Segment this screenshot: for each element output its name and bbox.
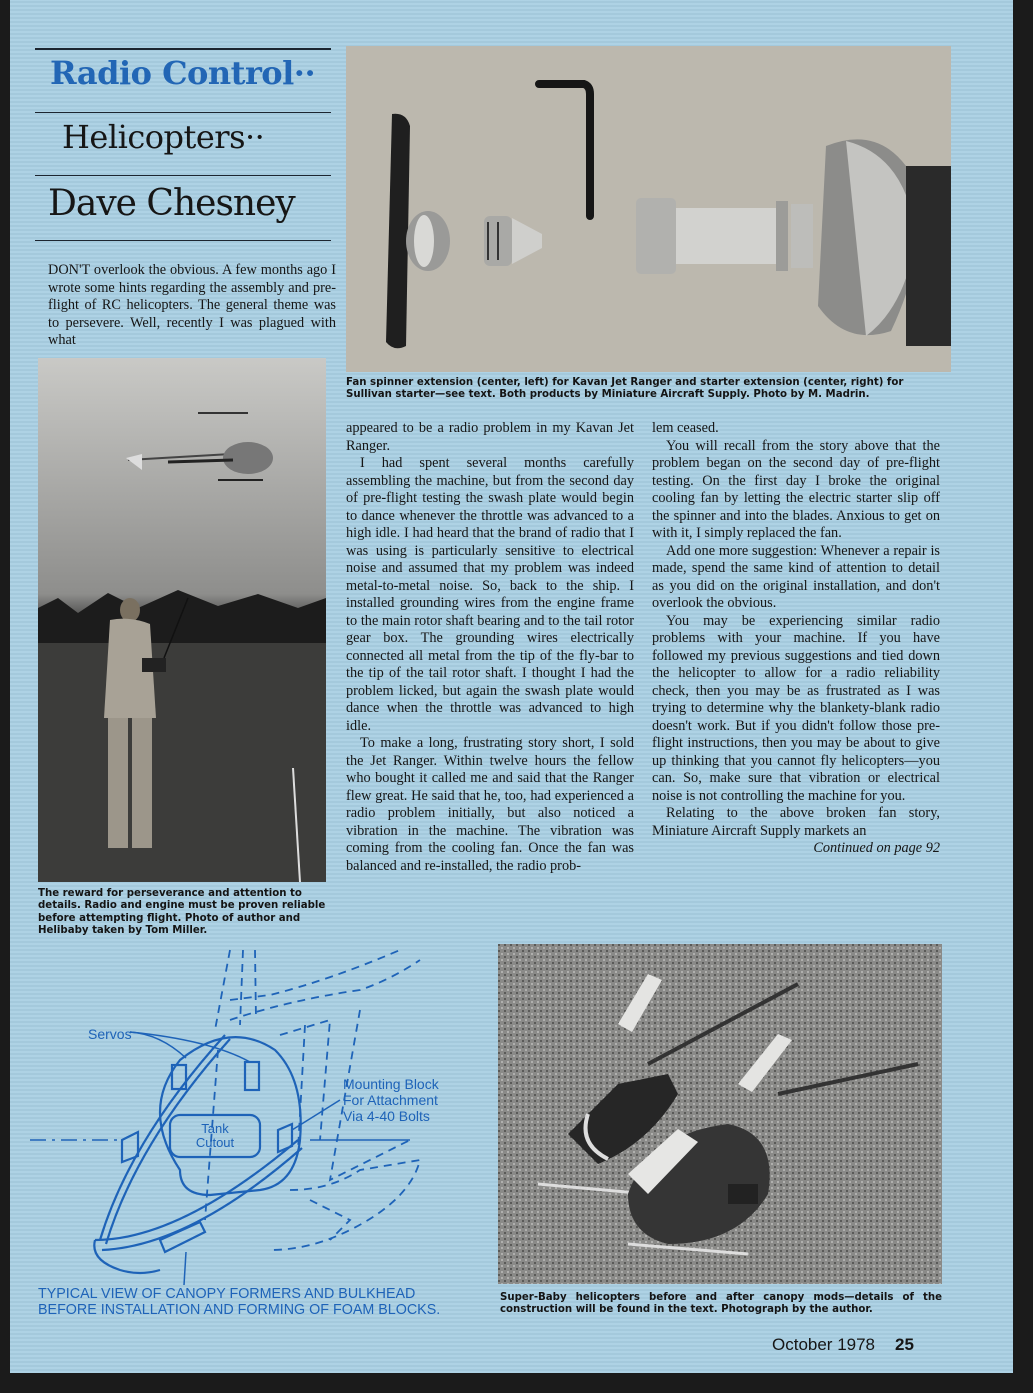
label-mount-line1: Mounting Block	[343, 1076, 439, 1092]
header-rule-2	[35, 112, 331, 113]
paragraph: You may be experiencing similar radio problems with your machine. If you have followed my previous suggestions and tied down the helicopter to allow for a radio reliability check, then you may be as frustrated as I was trying to determine why the blankety-blank radio doesn't work. But if you didn't follow those pre-flight instructions, then you may be about to give up thinking that you cannot fly helicopters—you can. So, make sure that vibration or electrical noise is not controlling the machine for you.	[652, 612, 940, 804]
page-footer	[772, 1335, 914, 1355]
paragraph: Add one more suggestion: Whenever a repair is made, spend the same kind of attention to detail as you did on the original installation, and don't overlook the obvious.	[652, 542, 940, 611]
magazine-page	[10, 0, 1013, 1373]
diagram-caption-line2: BEFORE INSTALLATION AND FORMING OF FOAM BLOCKS.	[38, 1302, 441, 1318]
section-title: Radio Control··	[50, 54, 316, 92]
paragraph: You will recall from the story above that the problem began on the second day of pre-flight testing. On the first day I broke the original cooling fan by letting the electric starter slip off the spinner and into the blades. Anxious to get on with it, I simply replaced the fan.	[652, 437, 940, 541]
intro-text: DON'T overlook the obvious. A few months ago I wrote some hints regarding the assembly and pre-flight of RC helicopters. The general theme was to persevere. Well, recently I was plagued with what	[48, 262, 336, 348]
header-rule-3	[35, 175, 331, 176]
label-tank	[190, 1122, 240, 1150]
label-tank-line2: Cutout	[195, 1135, 235, 1150]
paragraph: I had spent several months carefully assembling the machine, but from the second day of pre-flight testing the swash plate would begin to dance whenever the throttle was advanced to a high idle. I had heard that the brand of radio that I was using is particularly sensitive to electrical noise and assumed that my problem was indeed metal-to-metal noise. So, back to the ship. I installed grounding wires from the engine frame to the main rotor shaft bearing and to the tail rotor gear box. The grounding wires electrically connected all metal from the tip of the fly-bar to the tip of the tail rotor shaft. I thought I had the problem licked, but again the swash plate would dance when the throttle was advanced to high idle.	[346, 455, 634, 734]
author-byline: Dave Chesney	[48, 183, 295, 224]
caption-left-photo: The reward for perseverance and attention to details. Radio and engine must be proven reliable before attempting flight. Photo of author and Helibaby taken by Tom Miller.	[38, 888, 326, 936]
label-mount-line2: For Attachment	[343, 1092, 438, 1108]
caption-bottom-photo: Super-Baby helicopters before and after canopy mods—details of the construction will be found in the text. Photograph by the author.	[500, 1292, 942, 1316]
continued-link[interactable]: Continued on page 92	[813, 840, 940, 856]
spinner-parts-image	[346, 46, 951, 372]
photo-author-helibaby	[38, 358, 326, 882]
label-tank-line1: Tank	[201, 1121, 229, 1136]
author-flying-image	[38, 358, 326, 882]
label-mount-line3: Via 4-40 Bolts	[343, 1108, 430, 1124]
header-rule-bottom	[35, 240, 331, 241]
article-column-2	[346, 420, 634, 875]
super-baby-helicopters-image	[498, 944, 942, 1284]
paragraph: To make a long, frustrating story short, I sold the Jet Ranger. Within twelve hours the fellow who bought it called me and said that the Ranger flew great. He said that he, too, had experienced a radio problem initially, but also noticed a vibration in the machine. The vibration was coming from the cooling fan. Once the fan was balanced and re-installed, the radio prob-	[346, 735, 634, 874]
caption-top-photo: Fan spinner extension (center, left) for Kavan Jet Ranger and starter extension (center, right) for Sullivan starter—see text. Both products by Miniature Aircraft Supply. Photo by M. Madrin.	[346, 377, 904, 401]
diagram-caption-line1: TYPICAL VIEW OF CANOPY FORMERS AND BULKHEAD	[38, 1286, 416, 1302]
label-servos: Servos	[88, 1026, 132, 1042]
photo-super-baby	[498, 944, 942, 1284]
paragraph: Relating to the above broken fan story, Miniature Aircraft Supply markets an	[652, 805, 940, 839]
label-mounting-block	[343, 1076, 439, 1124]
page-number: 25	[895, 1335, 914, 1354]
paragraph: lem ceased.	[652, 420, 719, 436]
diagram-caption	[38, 1286, 478, 1318]
article-column-3	[652, 420, 940, 858]
paragraph: appeared to be a radio problem in my Kavan Jet Ranger.	[346, 420, 634, 454]
canopy-diagram	[30, 940, 490, 1285]
subject-title: Helicopters··	[62, 118, 265, 156]
intro-paragraph	[48, 262, 336, 350]
issue-date: October 1978	[772, 1335, 876, 1354]
header-rule-top	[35, 48, 331, 50]
photo-spinner-extension	[346, 46, 951, 372]
